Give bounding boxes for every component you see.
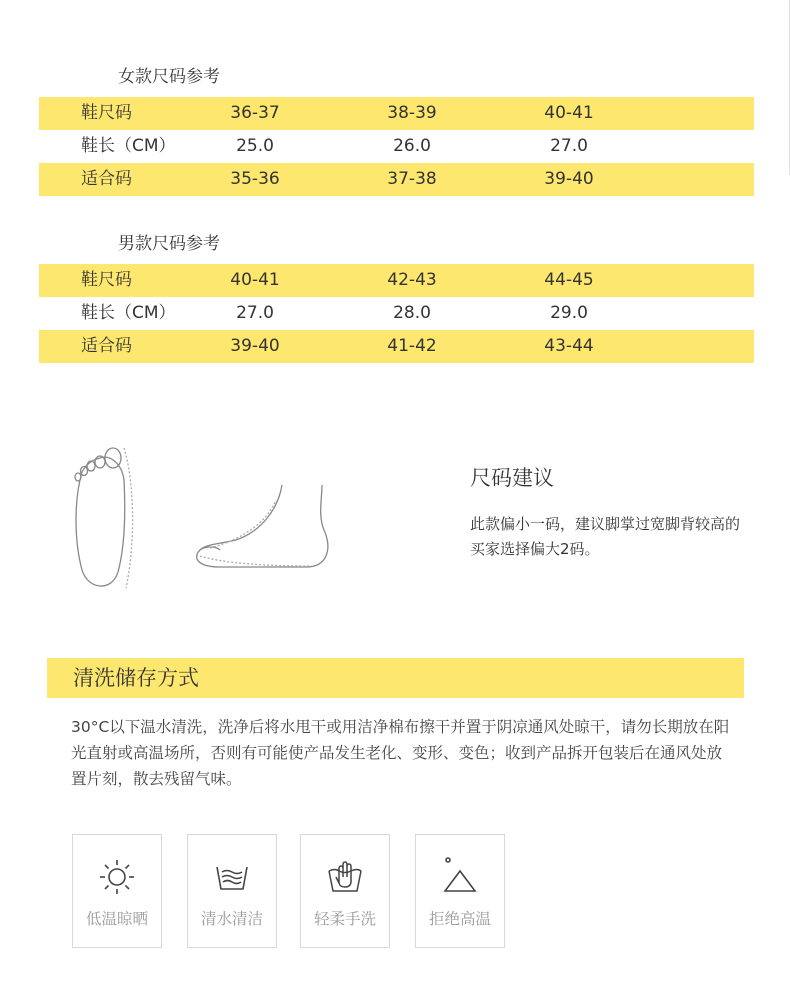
table-cell: 28.0 xyxy=(393,303,431,323)
table-cell: 27.0 xyxy=(236,303,274,323)
hand-wash-icon xyxy=(325,857,365,897)
table-cell: 27.0 xyxy=(550,136,588,156)
women-size-title: 女款尺码参考 xyxy=(118,67,220,87)
table-row xyxy=(39,163,754,196)
size-advice-title: 尺码建议 xyxy=(470,466,554,490)
table-row xyxy=(39,130,754,163)
table-cell: 29.0 xyxy=(550,303,588,323)
water-basin-icon xyxy=(212,857,252,897)
row-label: 鞋长（CM） xyxy=(81,303,176,323)
table-cell: 39-40 xyxy=(544,169,594,189)
care-section-title: 清洗储存方式 xyxy=(73,666,199,690)
care-card-no-high-temp xyxy=(415,834,505,948)
care-card-label: 轻柔手洗 xyxy=(313,910,376,928)
row-label: 适合码 xyxy=(81,169,132,189)
care-card-clean-water xyxy=(187,834,277,948)
table-row xyxy=(39,297,754,330)
row-label: 鞋尺码 xyxy=(81,103,132,123)
table-cell: 36-37 xyxy=(230,103,280,123)
row-label: 适合码 xyxy=(81,336,132,356)
table-row xyxy=(39,330,754,363)
care-card-hand-wash xyxy=(300,834,390,948)
table-row xyxy=(39,264,754,297)
table-cell: 26.0 xyxy=(393,136,431,156)
women-size-table xyxy=(39,97,754,196)
table-cell: 40-41 xyxy=(230,270,280,290)
table-cell: 40-41 xyxy=(544,103,594,123)
row-label: 鞋尺码 xyxy=(81,270,132,290)
care-section-header xyxy=(47,658,744,698)
table-cell: 41-42 xyxy=(387,336,437,356)
sun-icon xyxy=(97,857,137,897)
care-instructions-text: 30°C以下温水清洗，洗净后将水甩干或用洁净棉布擦干并置于阴凉通风处晾干，请勿长期放在阳光直射或高温场所，否则有可能使产品发生老化、变形、变色；收到产品拆开包装后在通风处放置片刻，散去残留气味。 xyxy=(71,718,730,788)
foot-illustration xyxy=(60,440,340,600)
table-cell: 43-44 xyxy=(544,336,594,356)
size-advice-text: 此款偏小一码，建议脚掌过宽脚背较高的买家选择偏大2码。 xyxy=(470,515,741,558)
table-cell: 42-43 xyxy=(387,270,437,290)
men-size-title: 男款尺码参考 xyxy=(118,234,220,254)
care-card-label: 清水清洁 xyxy=(200,910,263,928)
men-size-table xyxy=(39,264,754,363)
foot-side-view-icon xyxy=(196,485,328,567)
care-card-label: 拒绝高温 xyxy=(428,910,491,928)
no-high-temperature-icon xyxy=(440,857,480,897)
table-cell: 39-40 xyxy=(230,336,280,356)
table-cell: 44-45 xyxy=(544,270,594,290)
table-cell: 35-36 xyxy=(230,169,280,189)
table-cell: 38-39 xyxy=(387,103,437,123)
foot-top-view-icon xyxy=(75,448,133,588)
care-card-label: 低温晾晒 xyxy=(85,910,148,928)
care-card-low-temp-dry xyxy=(72,834,162,948)
row-label: 鞋长（CM） xyxy=(81,136,176,156)
table-cell: 37-38 xyxy=(387,169,437,189)
table-row xyxy=(39,97,754,130)
table-cell: 25.0 xyxy=(236,136,274,156)
